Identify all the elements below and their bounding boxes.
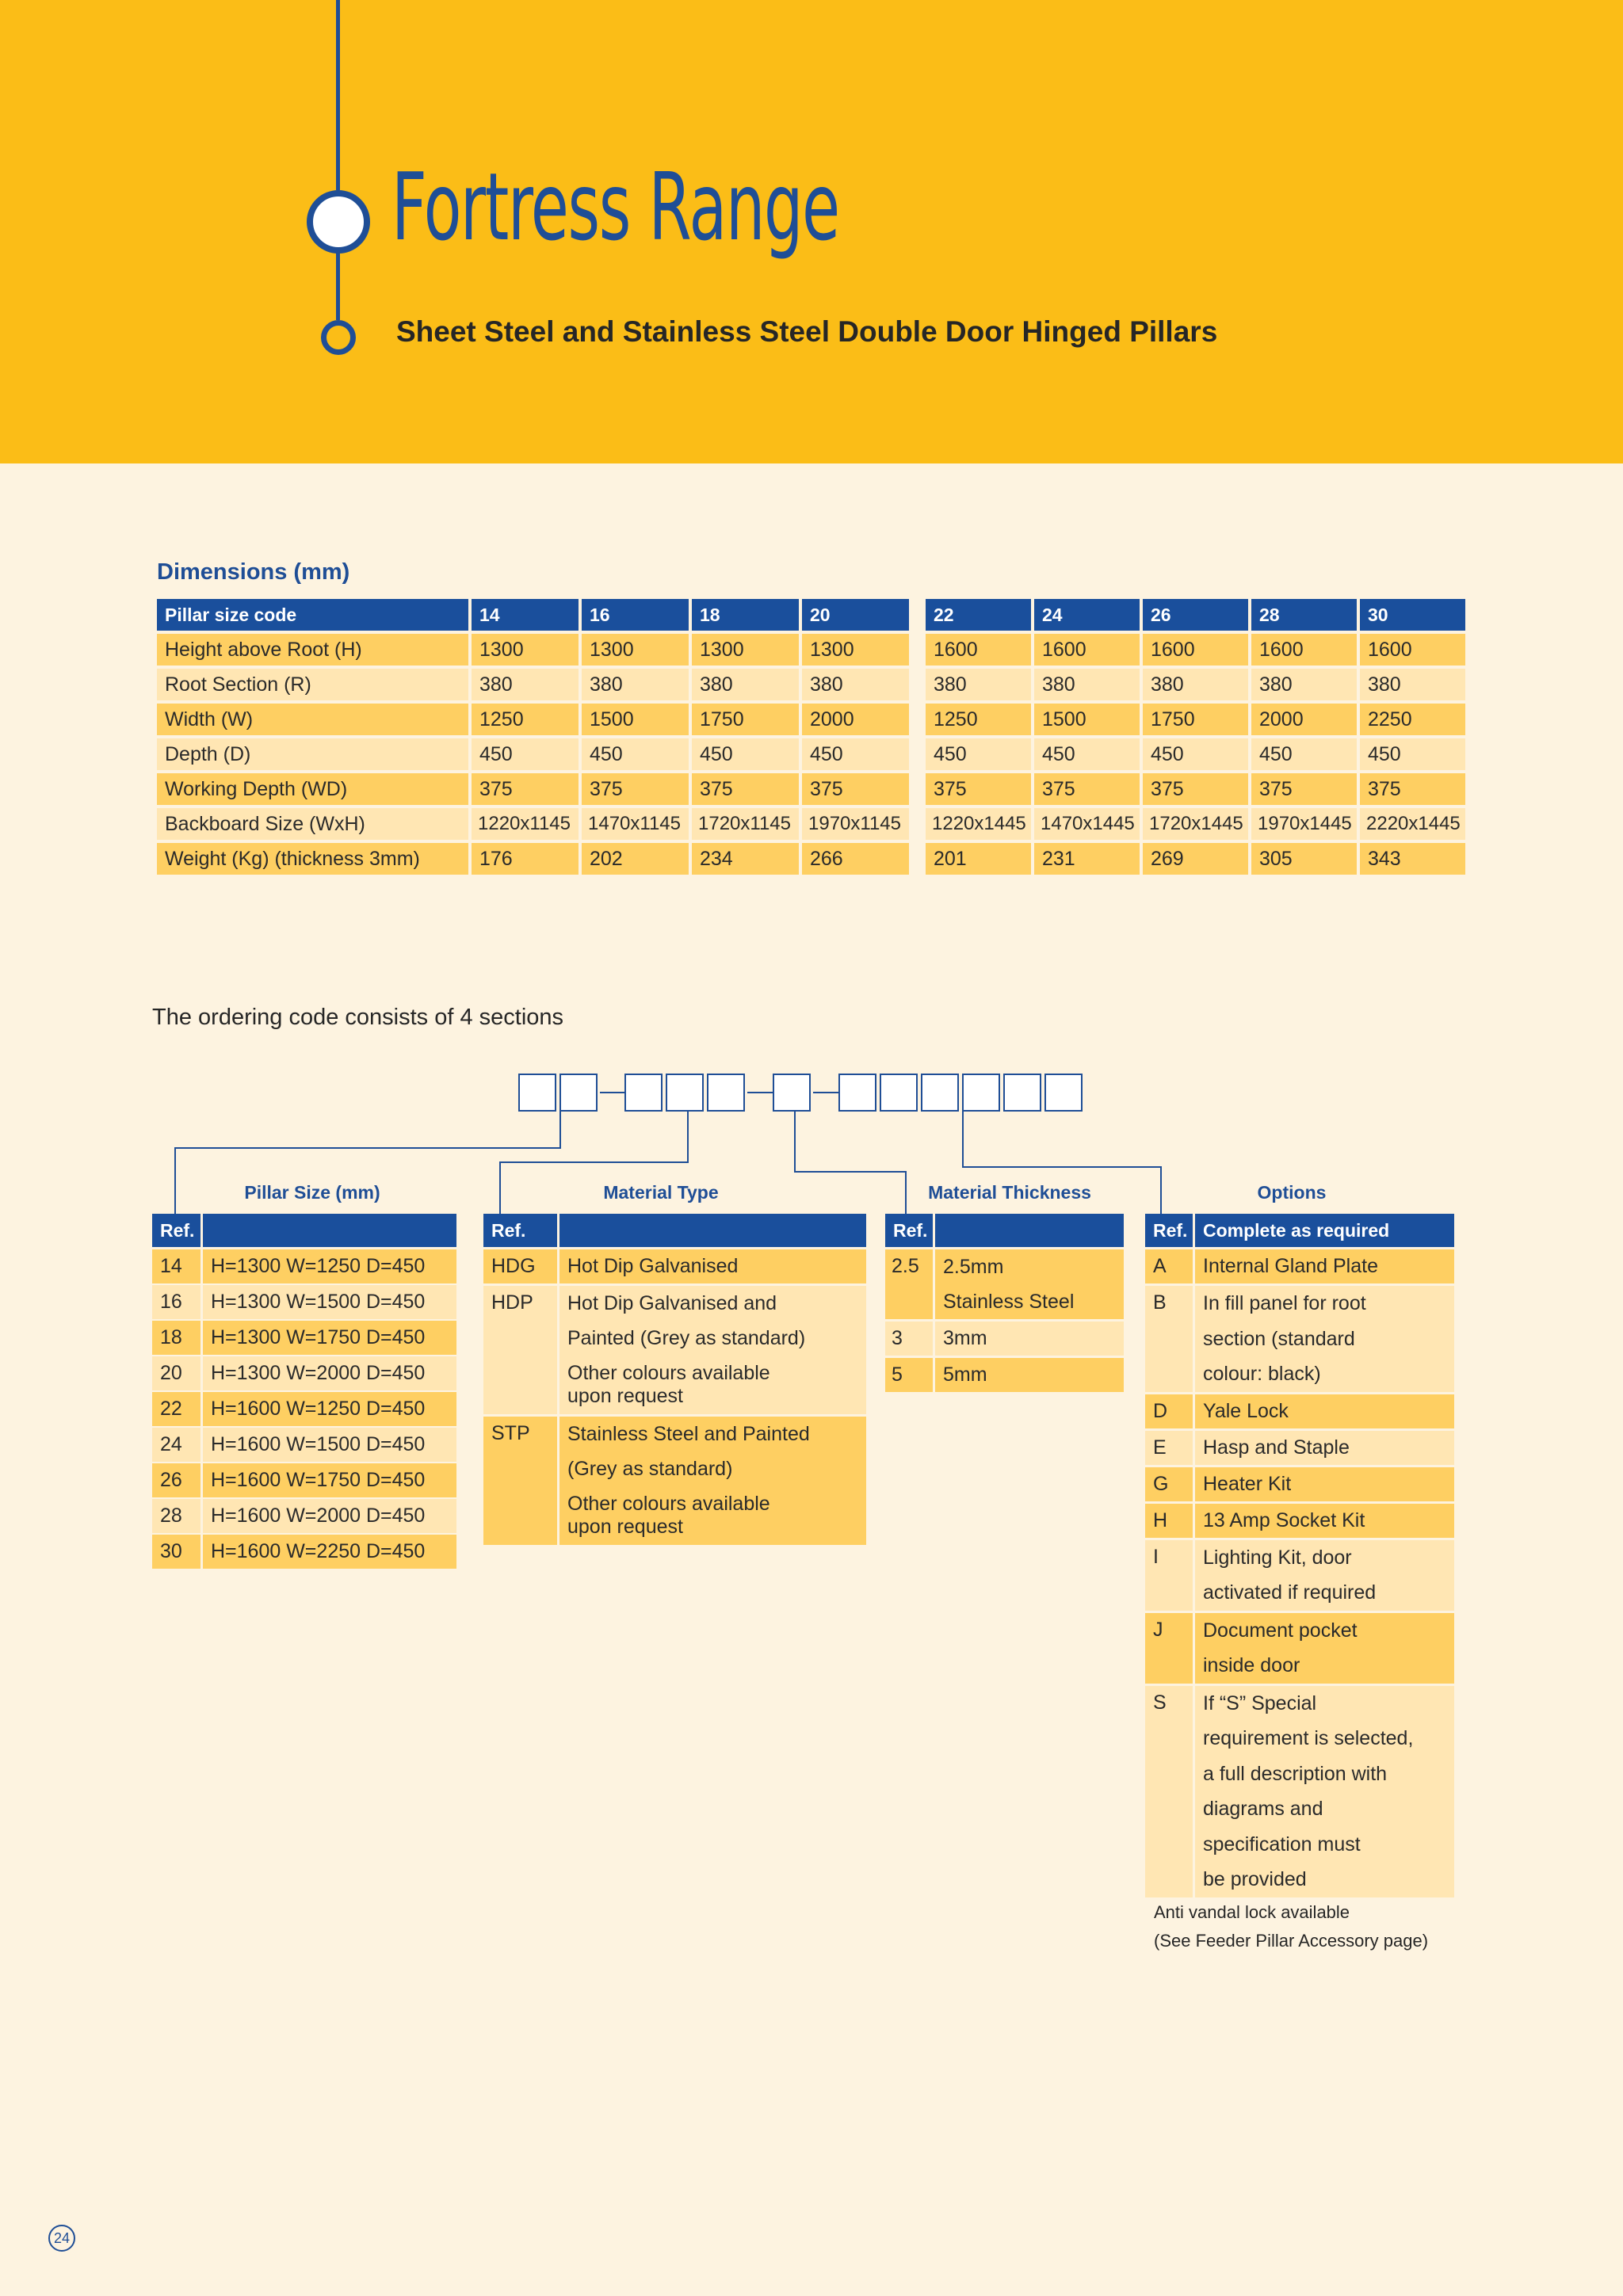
desc-cell: H=1600 W=1250 D=450 [203, 1392, 456, 1426]
dimensions-title: Dimensions (mm) [157, 559, 350, 585]
desc-line: activated if required [1203, 1581, 1377, 1604]
desc-line: Painted (Grey as standard) [567, 1327, 806, 1349]
table-row [1145, 1467, 1454, 1501]
desc-line: Stainless Steel and Painted [567, 1423, 810, 1445]
desc-header [559, 1214, 866, 1247]
material-type-table [483, 1214, 866, 1547]
code-dash [600, 1092, 624, 1093]
code-box [1044, 1074, 1083, 1112]
ref-cell: B [1145, 1286, 1193, 1392]
table-row [152, 1392, 456, 1426]
dimensions-cell: 380 [1143, 669, 1248, 700]
dimensions-cell: 380 [1034, 669, 1140, 700]
ref-cell: 14 [152, 1249, 200, 1283]
dimensions-cell: 2220x1445 [1360, 808, 1465, 840]
desc-cell: H=1600 W=2250 D=450 [203, 1535, 456, 1569]
table-row [152, 1285, 456, 1319]
table-row [152, 1499, 456, 1533]
dimensions-cell: 201 [926, 843, 1031, 875]
code-box [707, 1074, 745, 1112]
desc-line: 2.5mm [943, 1256, 1004, 1278]
desc-line: Lighting Kit, door [1203, 1546, 1352, 1569]
dimensions-cell: 450 [1034, 738, 1140, 770]
dimensions-cell: 2000 [802, 704, 909, 735]
desc-line: requirement is selected, [1203, 1727, 1414, 1749]
table-row [885, 1322, 1124, 1356]
desc-line: upon request [567, 1385, 683, 1407]
table-row [1145, 1431, 1454, 1465]
table-row [1145, 1286, 1454, 1392]
footnote-line: Anti vandal lock available [1154, 1902, 1350, 1922]
timeline-line-lower [336, 252, 340, 320]
dimensions-cell: 450 [692, 738, 799, 770]
connector-line [499, 1161, 501, 1214]
desc-line: In fill panel for root [1203, 1292, 1366, 1314]
dimensions-header-cell: 18 [692, 599, 799, 631]
material-thickness-table [885, 1214, 1124, 1394]
ref-cell: 2.5 [885, 1249, 933, 1319]
dimensions-cell: 1500 [582, 704, 689, 735]
ref-cell: 26 [152, 1463, 200, 1497]
dimensions-cell: 234 [692, 843, 799, 875]
desc-cell: H=1600 W=2000 D=450 [203, 1499, 456, 1533]
code-box [838, 1074, 876, 1112]
desc-cell: Yale Lock [1195, 1394, 1454, 1428]
table-row [152, 1249, 456, 1283]
dimensions-cell: 1750 [692, 704, 799, 735]
ref-header: Ref. [885, 1214, 933, 1247]
table-row [483, 1249, 866, 1283]
pillar-size-title: Pillar Size (mm) [244, 1182, 380, 1203]
dimensions-cell: 375 [472, 773, 579, 805]
dimensions-cell: 202 [582, 843, 689, 875]
code-box [518, 1074, 556, 1112]
desc-line: diagrams and [1203, 1798, 1323, 1820]
desc-cell: Heater Kit [1195, 1467, 1454, 1501]
ref-cell: 16 [152, 1285, 200, 1319]
dimensions-row-label: Height above Root (H) [157, 634, 468, 666]
dimensions-cell: 1220x1145 [472, 808, 579, 840]
desc-header [203, 1214, 456, 1247]
desc-cell: Hasp and Staple [1195, 1431, 1454, 1465]
dimensions-row-label: Backboard Size (WxH) [157, 808, 468, 840]
desc-line: Other colours available [567, 1493, 770, 1515]
connector-line [559, 1112, 561, 1149]
desc-line: section (standard [1203, 1327, 1355, 1350]
desc-cell: 5mm [935, 1358, 1124, 1392]
dimensions-cell: 1720x1445 [1143, 808, 1248, 840]
ref-cell: D [1145, 1394, 1193, 1428]
desc-cell: H=1300 W=1250 D=450 [203, 1249, 456, 1283]
dimensions-cell: 450 [1251, 738, 1357, 770]
ref-cell: HDP [483, 1286, 557, 1414]
ref-cell: STP [483, 1417, 557, 1545]
desc-cell [559, 1249, 866, 1283]
ref-header: Ref. [152, 1214, 200, 1247]
connector-line [174, 1147, 176, 1214]
desc-cell [1195, 1286, 1454, 1392]
table-row [1145, 1686, 1454, 1897]
ref-cell: G [1145, 1467, 1193, 1501]
dimensions-cell: 375 [582, 773, 689, 805]
dimensions-header-cell: 26 [1143, 599, 1248, 631]
dimensions-cell: 269 [1143, 843, 1248, 875]
ref-cell: A [1145, 1249, 1193, 1283]
desc-line: Other colours available [567, 1362, 770, 1384]
desc-line: be provided [1203, 1868, 1307, 1890]
desc-line: Stainless Steel [943, 1291, 1075, 1313]
options-table [1145, 1214, 1454, 1900]
dimensions-cell: 1300 [692, 634, 799, 666]
desc-cell: H=1600 W=1500 D=450 [203, 1428, 456, 1462]
table-row [483, 1417, 866, 1545]
desc-cell: 3mm [935, 1322, 1124, 1356]
dimensions-cell: 375 [802, 773, 909, 805]
dimensions-cell: 1470x1445 [1034, 808, 1140, 840]
dimensions-cell: 266 [802, 843, 909, 875]
dimensions-header-cell: 28 [1251, 599, 1357, 631]
dimensions-cell: 380 [1251, 669, 1357, 700]
ref-cell: 24 [152, 1428, 200, 1462]
dimensions-cell: 450 [1143, 738, 1248, 770]
ref-cell: H [1145, 1504, 1193, 1538]
desc-cell: H=1300 W=1750 D=450 [203, 1321, 456, 1355]
desc-cell [1195, 1540, 1454, 1611]
dimensions-table-1 [157, 599, 909, 875]
dimensions-cell: 375 [1360, 773, 1465, 805]
table-row [152, 1321, 456, 1355]
desc-header [935, 1214, 1124, 1247]
desc-cell: 13 Amp Socket Kit [1195, 1504, 1454, 1538]
dimensions-cell: 380 [1360, 669, 1465, 700]
dimensions-cell: 2250 [1360, 704, 1465, 735]
desc-cell [559, 1286, 866, 1414]
dimensions-cell: 1300 [582, 634, 689, 666]
desc-line: upon request [567, 1516, 683, 1538]
dimensions-cell: 450 [582, 738, 689, 770]
table-row [152, 1356, 456, 1390]
dimensions-cell: 1600 [1143, 634, 1248, 666]
dimensions-row-label: Width (W) [157, 704, 468, 735]
desc-line: colour: black) [1203, 1363, 1321, 1385]
ref-header: Ref. [1145, 1214, 1193, 1247]
desc-line: Hot Dip Galvanised [567, 1255, 739, 1277]
dimensions-cell: 450 [926, 738, 1031, 770]
connector-line [174, 1147, 561, 1149]
dimensions-cell: 1970x1145 [802, 808, 909, 840]
desc-cell: H=1300 W=2000 D=450 [203, 1356, 456, 1390]
options-title: Options [1257, 1182, 1327, 1203]
code-box [1003, 1074, 1041, 1112]
dimensions-row-label: Root Section (R) [157, 669, 468, 700]
dimensions-header-cell: 16 [582, 599, 689, 631]
dimensions-row-label: Working Depth (WD) [157, 773, 468, 805]
table-row [152, 1463, 456, 1497]
dimensions-cell: 375 [1251, 773, 1357, 805]
ref-cell: 22 [152, 1392, 200, 1426]
dimensions-cell: 375 [692, 773, 799, 805]
dimensions-cell: 1220x1445 [926, 808, 1031, 840]
dimensions-cell: 375 [1143, 773, 1248, 805]
ref-cell: 18 [152, 1321, 200, 1355]
timeline-dot-icon [321, 320, 356, 355]
desc-line: If “S” Special [1203, 1691, 1317, 1714]
ref-cell: I [1145, 1540, 1193, 1611]
pillar-size-table [152, 1214, 456, 1570]
table-row [885, 1358, 1124, 1392]
dimensions-cell: 1750 [1143, 704, 1248, 735]
ref-cell: J [1145, 1613, 1193, 1684]
dimensions-cell: 380 [802, 669, 909, 700]
connector-line [499, 1161, 689, 1163]
desc-cell: H=1600 W=1750 D=450 [203, 1463, 456, 1497]
dimensions-header-cell: 30 [1360, 599, 1465, 631]
table-row [1145, 1613, 1454, 1684]
dimensions-cell: 231 [1034, 843, 1140, 875]
dimensions-header-cell: 24 [1034, 599, 1140, 631]
ref-cell: HDG [483, 1249, 557, 1283]
dimensions-cell: 1470x1145 [582, 808, 689, 840]
code-box [962, 1074, 1000, 1112]
desc-line: inside door [1203, 1654, 1300, 1676]
table-row [483, 1286, 866, 1414]
dimensions-cell: 375 [1034, 773, 1140, 805]
dimensions-row-label: Depth (D) [157, 738, 468, 770]
dimensions-cell: 305 [1251, 843, 1357, 875]
ordering-intro: The ordering code consists of 4 sections [152, 1005, 564, 1030]
table-row [1145, 1540, 1454, 1611]
connector-line [1160, 1166, 1162, 1214]
dimensions-cell: 1600 [1251, 634, 1357, 666]
ref-cell: S [1145, 1686, 1193, 1897]
desc-cell [559, 1417, 866, 1545]
desc-header: Complete as required [1195, 1214, 1454, 1247]
dimensions-cell: 1300 [802, 634, 909, 666]
dimensions-cell: 1720x1145 [692, 808, 799, 840]
footnote [1154, 1898, 1428, 1955]
desc-line: (Grey as standard) [567, 1458, 733, 1480]
dimensions-header-cell: 22 [926, 599, 1031, 631]
connector-line [962, 1166, 1162, 1168]
ref-cell: E [1145, 1431, 1193, 1465]
dimensions-cell: 450 [802, 738, 909, 770]
dimensions-cell: 380 [472, 669, 579, 700]
connector-line [794, 1112, 796, 1173]
dimensions-cell: 1600 [1360, 634, 1465, 666]
table-row [152, 1428, 456, 1462]
dimensions-cell: 1970x1445 [1251, 808, 1357, 840]
timeline-circle-icon [307, 190, 370, 254]
connector-line [687, 1112, 689, 1163]
footnote-line: (See Feeder Pillar Accessory page) [1154, 1931, 1429, 1951]
code-box [666, 1074, 704, 1112]
desc-cell [1195, 1613, 1454, 1684]
table-row [1145, 1394, 1454, 1428]
dimensions-cell: 176 [472, 843, 579, 875]
dimensions-header-cell: 20 [802, 599, 909, 631]
ref-cell: 20 [152, 1356, 200, 1390]
code-box [624, 1074, 663, 1112]
connector-line [962, 1112, 964, 1168]
dimensions-cell: 1600 [1034, 634, 1140, 666]
dimensions-cell: 1600 [926, 634, 1031, 666]
dimensions-header-cell: Pillar size code [157, 599, 468, 631]
dimensions-cell: 380 [926, 669, 1031, 700]
desc-line: Hot Dip Galvanised and [567, 1292, 777, 1314]
ref-cell: 3 [885, 1322, 933, 1356]
dimensions-cell: 343 [1360, 843, 1465, 875]
material-type-title: Material Type [603, 1182, 719, 1203]
code-dash [813, 1092, 838, 1093]
page-title: Fortress Range [391, 152, 839, 261]
desc-cell [1195, 1686, 1454, 1897]
dimensions-cell: 380 [692, 669, 799, 700]
code-box [880, 1074, 918, 1112]
dimensions-cell: 450 [1360, 738, 1465, 770]
table-row [1145, 1504, 1454, 1538]
dimensions-cell: 450 [472, 738, 579, 770]
connector-line [794, 1171, 907, 1173]
code-dash [747, 1092, 773, 1093]
dimensions-cell: 1500 [1034, 704, 1140, 735]
ref-cell: 30 [152, 1535, 200, 1569]
code-box [773, 1074, 811, 1112]
desc-cell [935, 1249, 1124, 1319]
desc-cell: H=1300 W=1500 D=450 [203, 1285, 456, 1319]
code-box [921, 1074, 959, 1112]
dimensions-row-label: Weight (Kg) (thickness 3mm) [157, 843, 468, 875]
desc-cell: Internal Gland Plate [1195, 1249, 1454, 1283]
table-row [1145, 1249, 1454, 1283]
material-thickness-title: Material Thickness [928, 1182, 1091, 1203]
dimensions-table-2 [926, 599, 1465, 875]
timeline-line [336, 0, 340, 190]
page-subtitle: Sheet Steel and Stainless Steel Double Door Hinged Pillars [396, 315, 1218, 348]
table-row [152, 1535, 456, 1569]
desc-line: specification must [1203, 1833, 1361, 1855]
page-number: 24 [48, 2225, 75, 2252]
ref-header: Ref. [483, 1214, 557, 1247]
ref-cell: 5 [885, 1358, 933, 1392]
dimensions-cell: 1250 [926, 704, 1031, 735]
dimensions-header-cell: 14 [472, 599, 579, 631]
desc-line: a full description with [1203, 1762, 1388, 1785]
dimensions-cell: 2000 [1251, 704, 1357, 735]
code-box [559, 1074, 598, 1112]
dimensions-cell: 1300 [472, 634, 579, 666]
desc-line: Document pocket [1203, 1619, 1358, 1642]
table-row [885, 1249, 1124, 1319]
dimensions-cell: 380 [582, 669, 689, 700]
dimensions-cell: 1250 [472, 704, 579, 735]
dimensions-cell: 375 [926, 773, 1031, 805]
ref-cell: 28 [152, 1499, 200, 1533]
